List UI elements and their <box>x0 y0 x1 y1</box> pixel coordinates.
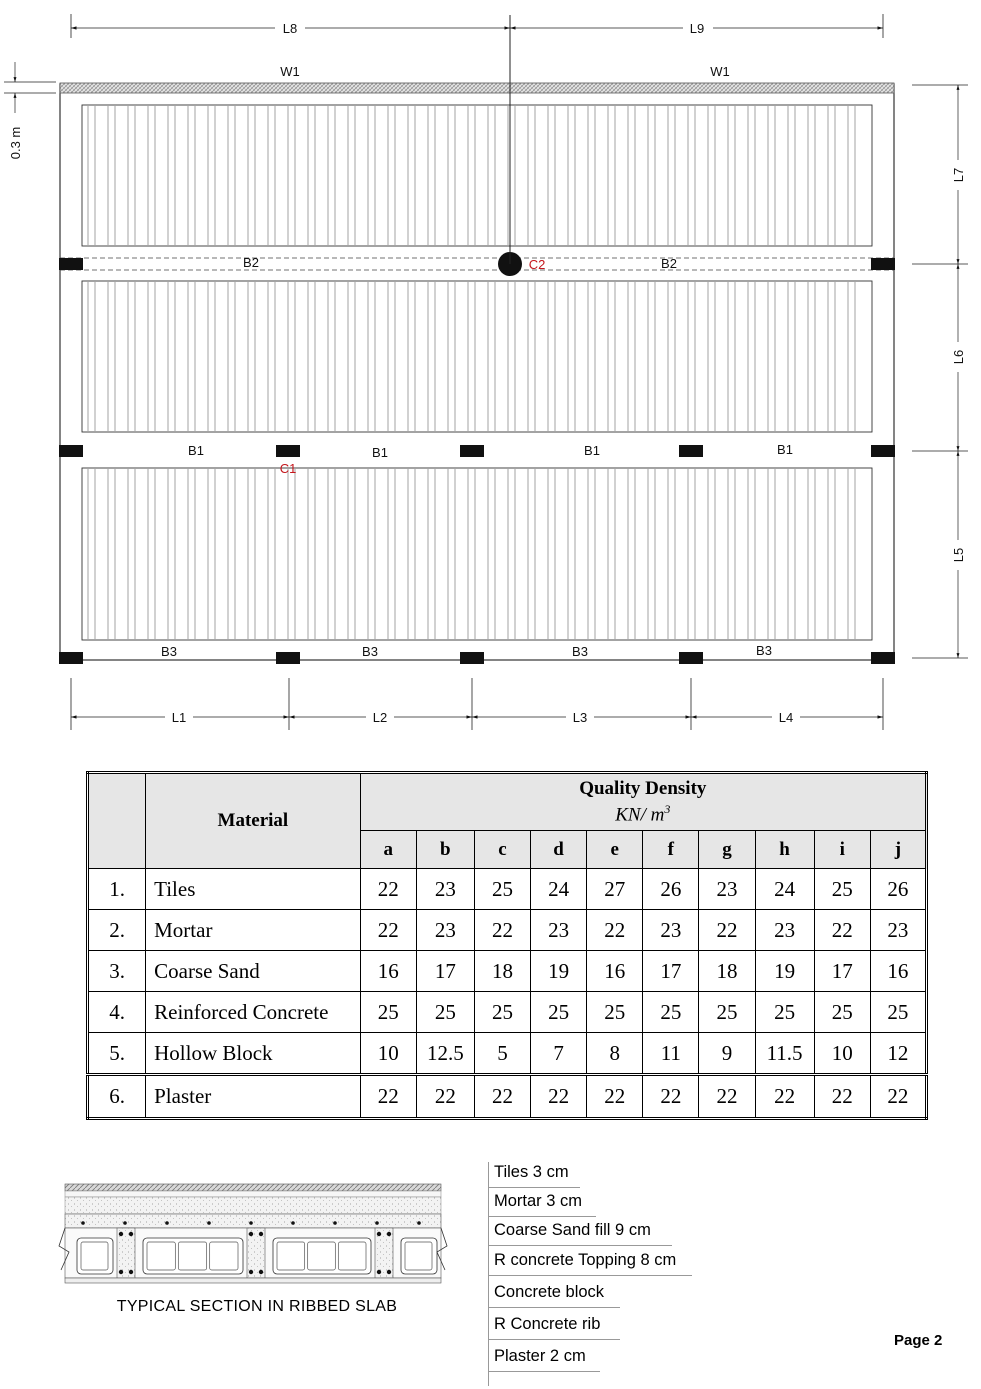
rebar <box>387 1232 391 1236</box>
density-value: 7 <box>531 1033 587 1075</box>
beam-label-b1: B1 <box>188 443 204 458</box>
density-value: 25 <box>814 869 870 910</box>
density-value: 23 <box>870 910 926 951</box>
quality-density-header <box>360 773 926 831</box>
right-dimension <box>912 85 968 658</box>
mesh-bar <box>81 1221 85 1225</box>
density-value: 24 <box>755 869 814 910</box>
density-value: 16 <box>360 951 416 992</box>
mesh-bar <box>291 1221 295 1225</box>
offset-dimension <box>4 62 56 159</box>
row-number: 5. <box>88 1033 146 1075</box>
density-value: 22 <box>587 910 643 951</box>
layer-leader-line <box>488 1162 489 1386</box>
layer-underline <box>488 1371 600 1372</box>
column <box>59 652 83 664</box>
column <box>871 258 895 270</box>
material-name: Coarse Sand <box>146 951 361 992</box>
wall-w1 <box>60 83 894 93</box>
density-value: 10 <box>360 1033 416 1075</box>
column <box>679 445 703 457</box>
column-header: d <box>531 831 587 869</box>
density-value: 26 <box>643 869 699 910</box>
rebar <box>377 1232 381 1236</box>
density-value: 9 <box>699 1033 755 1075</box>
row-number: 1. <box>88 869 146 910</box>
row-number: 2. <box>88 910 146 951</box>
column <box>460 445 484 457</box>
layer-underline <box>488 1307 620 1308</box>
section-layer-label: Mortar 3 cm <box>494 1192 583 1210</box>
density-value: 16 <box>870 951 926 992</box>
density-value: 22 <box>360 910 416 951</box>
dim-label-l3: L3 <box>572 710 588 725</box>
density-value: 23 <box>416 910 474 951</box>
rebar <box>377 1270 381 1274</box>
columns <box>59 252 895 664</box>
material-name: Reinforced Concrete <box>146 992 361 1033</box>
density-value: 22 <box>360 1075 416 1119</box>
table-row <box>88 1075 927 1119</box>
density-value: 19 <box>531 951 587 992</box>
beam-label-b3: B3 <box>756 643 772 658</box>
material-name: Tiles <box>146 869 361 910</box>
table-row <box>88 951 927 992</box>
rebar <box>259 1270 263 1274</box>
column <box>679 652 703 664</box>
top-dimension <box>71 14 883 38</box>
layer-underline <box>488 1245 672 1246</box>
ribbed-slab-section <box>55 1178 455 1290</box>
density-value: 22 <box>587 1075 643 1119</box>
mesh-bar <box>165 1221 169 1225</box>
density-value: 12 <box>870 1033 926 1075</box>
column <box>59 258 83 270</box>
beam-label-b2: B2 <box>243 255 259 270</box>
section-caption: TYPICAL SECTION IN RIBBED SLAB <box>116 1298 398 1315</box>
column-header: h <box>755 831 814 869</box>
column-header: a <box>360 831 416 869</box>
density-value: 25 <box>699 992 755 1033</box>
section-layer-sand <box>65 1197 441 1214</box>
rebar <box>249 1270 253 1274</box>
density-value: 23 <box>755 910 814 951</box>
beam-label-b3: B3 <box>161 644 177 659</box>
density-value: 17 <box>416 951 474 992</box>
density-value: 25 <box>474 992 530 1033</box>
beam-label-b3: B3 <box>362 644 378 659</box>
table-row <box>88 869 927 910</box>
section-layer-tiles <box>65 1184 441 1191</box>
row-number: 6. <box>88 1075 146 1119</box>
density-value: 22 <box>755 1075 814 1119</box>
density-value: 23 <box>416 869 474 910</box>
density-value: 10 <box>814 1033 870 1075</box>
table-row <box>88 992 927 1033</box>
density-value: 22 <box>699 1075 755 1119</box>
section-details <box>77 1221 437 1278</box>
density-value: 24 <box>531 869 587 910</box>
dim-label-l8: L8 <box>282 21 298 36</box>
density-value: 17 <box>643 951 699 992</box>
density-value: 11.5 <box>755 1033 814 1075</box>
density-value: 22 <box>643 1075 699 1119</box>
concrete-block <box>273 1238 371 1274</box>
density-value: 23 <box>643 910 699 951</box>
column-header: b <box>416 831 474 869</box>
column <box>460 652 484 664</box>
mesh-bar <box>123 1221 127 1225</box>
density-table <box>86 771 928 1120</box>
column <box>276 652 300 664</box>
density-value: 22 <box>870 1075 926 1119</box>
dim-label-l9: L9 <box>689 21 705 36</box>
density-value: 5 <box>474 1033 530 1075</box>
group-header-text: Quality Density <box>579 778 707 800</box>
section-layer-label: Tiles 3 cm <box>494 1163 569 1181</box>
section-layer-topping <box>65 1214 441 1228</box>
dim-label-l1: L1 <box>171 710 187 725</box>
dim-label-l7: L7 <box>951 167 966 183</box>
layer-underline <box>488 1339 620 1340</box>
density-value: 22 <box>531 1075 587 1119</box>
dim-label-l2: L2 <box>372 710 388 725</box>
dim-label-l4: L4 <box>778 710 794 725</box>
column <box>871 445 895 457</box>
table-row <box>88 1033 927 1075</box>
mesh-bar <box>207 1221 211 1225</box>
column <box>59 445 83 457</box>
row-number: 3. <box>88 951 146 992</box>
beam-label-b3: B3 <box>572 644 588 659</box>
density-value: 25 <box>814 992 870 1033</box>
rebar <box>119 1232 123 1236</box>
column-header: j <box>870 831 926 869</box>
density-value: 22 <box>699 910 755 951</box>
column-header: g <box>699 831 755 869</box>
table-body <box>88 869 927 1119</box>
rebar <box>129 1232 133 1236</box>
column <box>276 445 300 457</box>
section-layer-label: Concrete block <box>494 1283 605 1301</box>
page-number: Page 2 <box>894 1332 943 1349</box>
bottom-dimension <box>71 678 883 730</box>
density-value: 25 <box>416 992 474 1033</box>
dim-label-l6: L6 <box>951 349 966 365</box>
layer-underline <box>488 1187 580 1188</box>
offset-label: 0.3 m <box>8 126 23 160</box>
rebar <box>387 1270 391 1274</box>
density-value: 23 <box>699 869 755 910</box>
rib-panel <box>82 468 872 640</box>
density-value: 16 <box>587 951 643 992</box>
density-value: 17 <box>814 951 870 992</box>
density-value: 12.5 <box>416 1033 474 1075</box>
table-row <box>88 910 927 951</box>
density-value: 25 <box>643 992 699 1033</box>
section-layer-label: Plaster 2 cm <box>494 1347 586 1365</box>
beam-label-b1: B1 <box>372 445 388 460</box>
density-value: 22 <box>416 1075 474 1119</box>
table-header-row <box>88 773 927 831</box>
rib-panel <box>82 281 872 432</box>
rib-panel <box>82 105 872 246</box>
mesh-bar <box>333 1221 337 1225</box>
rib-groups <box>82 105 872 640</box>
density-value: 22 <box>474 1075 530 1119</box>
column-label-c1: C1 <box>279 461 297 476</box>
dim-label-l5: L5 <box>951 547 966 563</box>
density-value: 25 <box>474 869 530 910</box>
concrete-block <box>143 1238 243 1274</box>
column <box>871 652 895 664</box>
unit-text: KN/ $m^3$ <box>615 802 671 826</box>
wall-label: W1 <box>280 64 300 79</box>
density-value: 22 <box>814 1075 870 1119</box>
density-value: 11 <box>643 1033 699 1075</box>
rebar <box>129 1270 133 1274</box>
material-name: Mortar <box>146 910 361 951</box>
layer-underline <box>488 1275 692 1276</box>
table-num-header <box>88 773 146 869</box>
section-layer-label: R Concrete rib <box>494 1315 601 1333</box>
row-number: 4. <box>88 992 146 1033</box>
density-value: 25 <box>870 992 926 1033</box>
layer-underline <box>488 1216 596 1217</box>
density-value: 25 <box>755 992 814 1033</box>
column-header: f <box>643 831 699 869</box>
rebar <box>249 1232 253 1236</box>
density-value: 18 <box>699 951 755 992</box>
rebar <box>259 1232 263 1236</box>
beam-label-b1: B1 <box>584 443 600 458</box>
density-value: 19 <box>755 951 814 992</box>
density-value: 22 <box>474 910 530 951</box>
column-header: i <box>814 831 870 869</box>
beam-label-b2: B2 <box>661 256 677 271</box>
beam-label-b1: B1 <box>777 442 793 457</box>
mesh-bar <box>375 1221 379 1225</box>
section-layer-label: Coarse Sand fill 9 cm <box>494 1221 651 1239</box>
density-value: 26 <box>870 869 926 910</box>
density-value: 8 <box>587 1033 643 1075</box>
column-header: e <box>587 831 643 869</box>
rebar <box>119 1270 123 1274</box>
section-layer-plaster <box>65 1278 441 1283</box>
column-header: c <box>474 831 530 869</box>
density-value: 23 <box>531 910 587 951</box>
mesh-bar <box>249 1221 253 1225</box>
density-value: 27 <box>587 869 643 910</box>
material-name: Plaster <box>146 1075 361 1119</box>
density-value: 22 <box>360 869 416 910</box>
wall-label: W1 <box>710 64 730 79</box>
section-layer-label: R concrete Topping 8 cm <box>494 1251 677 1269</box>
density-value: 18 <box>474 951 530 992</box>
slab-outline <box>60 84 894 660</box>
column-label-c2: C2 <box>528 257 546 272</box>
density-value: 25 <box>587 992 643 1033</box>
mesh-bar <box>417 1221 421 1225</box>
density-value: 25 <box>360 992 416 1033</box>
material-name: Hollow Block <box>146 1033 361 1075</box>
material-header: Material <box>146 773 361 869</box>
density-value: 22 <box>814 910 870 951</box>
density-value: 25 <box>531 992 587 1033</box>
section-layer-mortar <box>65 1191 441 1197</box>
